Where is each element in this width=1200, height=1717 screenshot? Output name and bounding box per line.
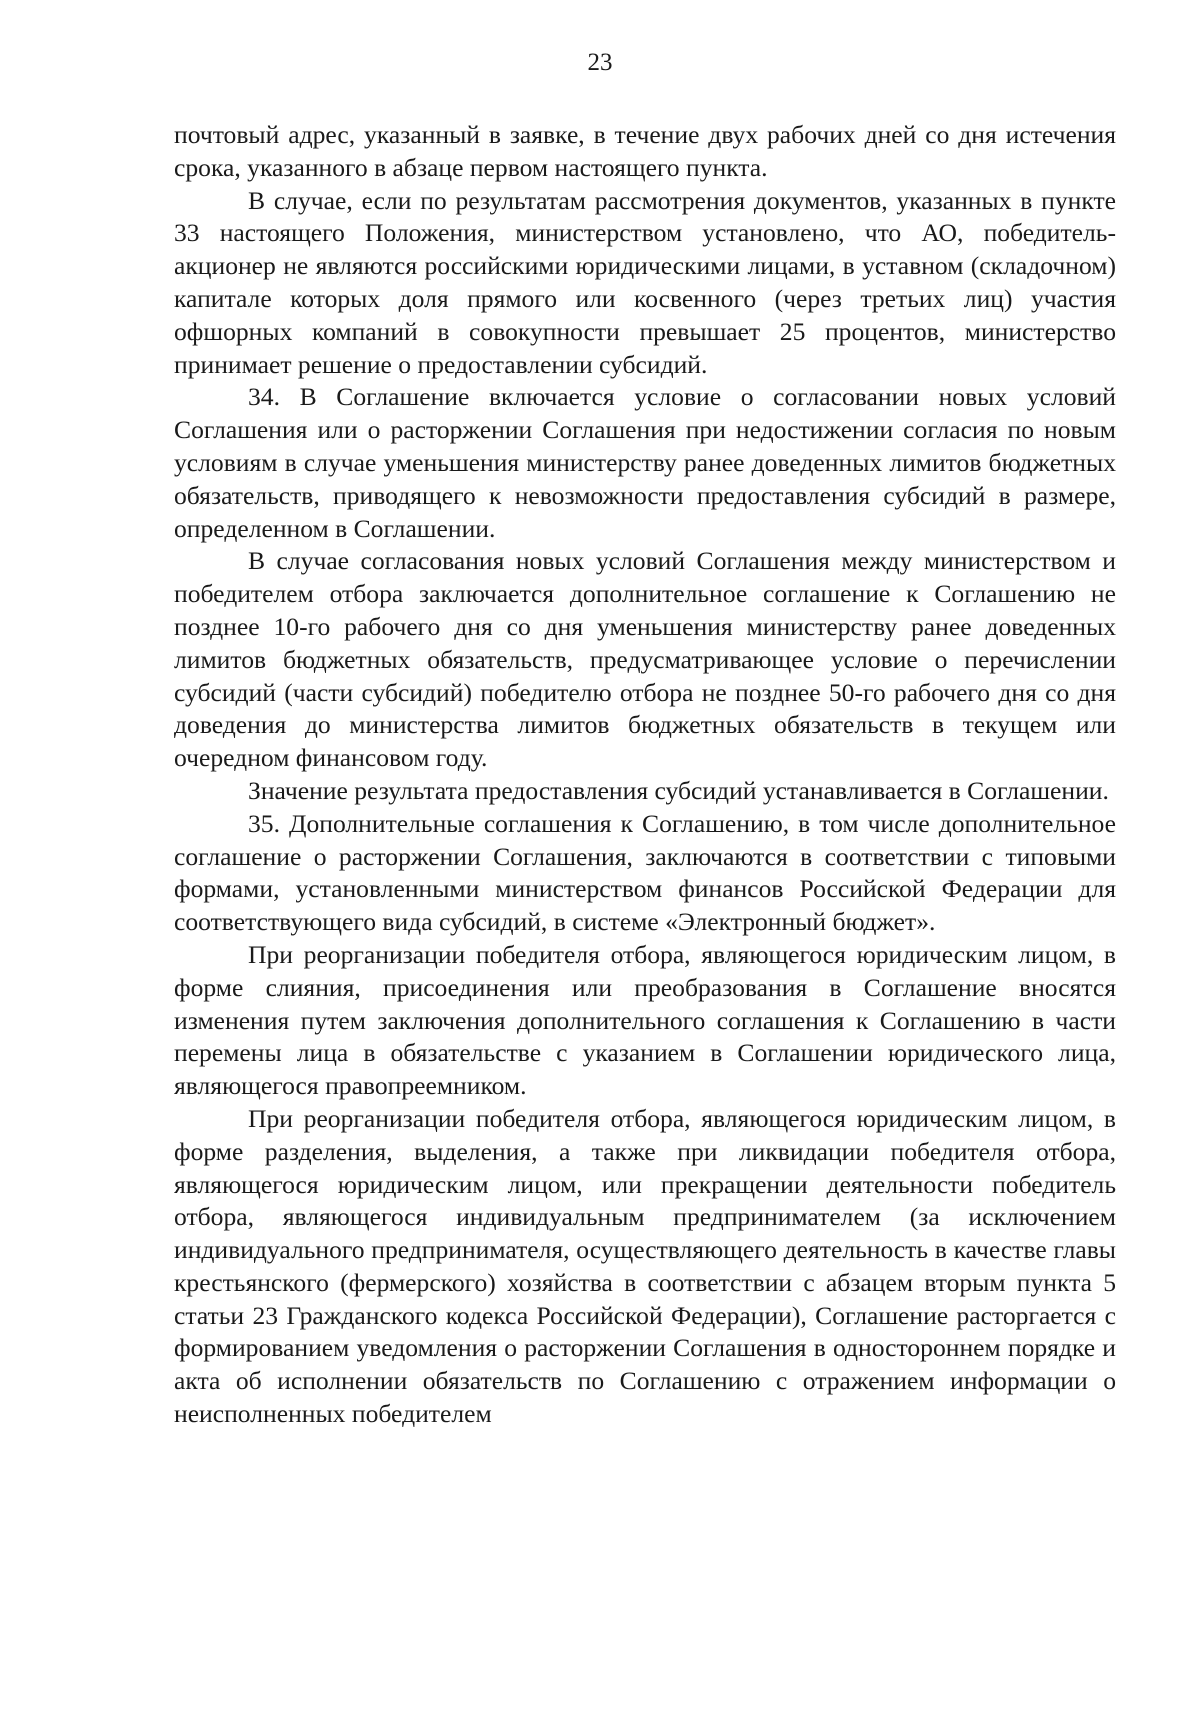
document-body <box>174 119 1116 1431</box>
paragraph-reorganization-division: При реорганизации победителя отбора, являющегося юридическим лицом, в форме разделения, выделения, а также при ликвидации победителя отбора, являющегося юридическим лицом, или прекращении деятельности победитель отбора, являющегося индивидуальным предпринимателем (за исключением индивидуального предпринимателя, осуществляющего деятельность в качестве главы крестьянского (фермерского) хозяйства в соответствии с абзацем вторым пункта 5 статьи 23 Гражданского кодекса Российской Федерации), Соглашение расторгается с формированием уведомления о расторжении Соглашения в одностороннем порядке и акта об исполнении обязательств по Соглашению с отражением информации о неисполненных победителем <box>174 1103 1116 1429</box>
paragraph-clause-34: 34. В Соглашение включается условие о согласовании новых условий Соглашения или о расторжении Соглашения при недостижении согласия по новым условиям в случае уменьшения министерству ранее доведенных лимитов бюджетных обязательств, приводящего к невозможности предоставления субсидий в размере, определенном в Соглашении. <box>174 382 1116 543</box>
paragraph-clause-35: 35. Дополнительные соглашения к Соглашению, в том числе дополнительное соглашение о расторжении Соглашения, заключаются в соответствии с типовыми формами, установленными министерством финансов Российской Федерации для соответствующего вида субсидий, в системе «Электронный бюджет». <box>174 808 1116 937</box>
page-number: 23 <box>587 49 613 76</box>
paragraph-result-value: Значение результата предоставления субсидий устанавливается в Соглашении. <box>248 775 1109 805</box>
paragraph-continuation: почтовый адрес, указанный в заявке, в течение двух рабочих дней со дня истечения срока, указанного в абзаце первом настоящего пункта. <box>174 120 1116 182</box>
paragraph-reorganization-merger: При реорганизации победителя отбора, являющегося юридическим лицом, в форме слияния, присоединения или преобразования в Соглашение вносятся изменения путем заключения дополнительного соглашения к Соглашению в части перемены лица в обязательстве с указанием в Соглашении юридического лица, являющегося правопреемником. <box>174 939 1116 1101</box>
paragraph-offshore-check: В случае, если по результатам рассмотрения документов, указанных в пункте 33 настоящего Положения, министерством установлено, что АО, победитель-акционер не являются российскими юридическими лицами, в уставном (складочном) капитале которых доля прямого или косвенного (через третьих лиц) участия офшорных компаний в совокупности превышает 25 процентов, министерство принимает решение о предоставлении субсидий. <box>174 185 1116 379</box>
paragraph-new-terms-agreement: В случае согласования новых условий Соглашения между министерством и победителем отбора заключается дополнительное соглашение к Соглашению не позднее 10-го рабочего дня со дня уменьшения министерству ранее доведенных лимитов бюджетных обязательств, предусматривающее условие о перечислении субсидий (части субсидий) победителю отбора не позднее 50-го рабочего дня со дня доведения до министерства лимитов бюджетных обязательств в текущем или очередном финансовом году. <box>174 546 1116 773</box>
